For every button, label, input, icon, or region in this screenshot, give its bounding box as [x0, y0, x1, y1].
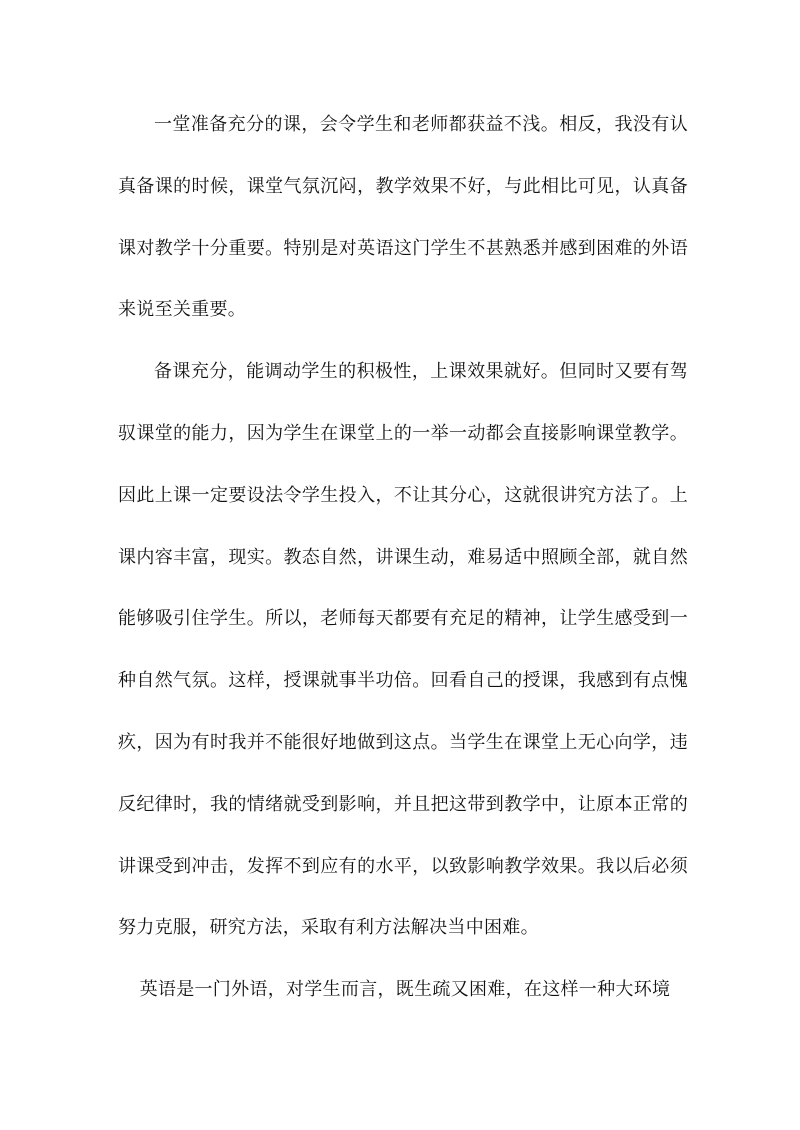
paragraph-2: 备课充分，能调动学生的积极性，上课效果就好。但同时又要有驾驭课堂的能力，因为学生在课堂上的一举一动都会直接影响课堂教学。因此上课一定要设法令学生投入，不让其分心，这就很讲究方法了。上课内容丰富，现实。教态自然，讲课生动，难易适中照顾全部，就自然能够吸引住学生。所以，老师每天都要有充足的精神，让学生感受到一种自然气氛。这样，授课就事半功倍。回看自己的授课，我感到有点愧疚，因为有时我并不能很好地做到这点。当学生在课堂上无心向学，违反纪律时，我的情绪就受到影响，并且把这带到教学中，让原本正常的讲课受到冲击，发挥不到应有的水平，以致影响教学效果。我以后必须努力克服，研究方法，采取有利方法解决当中困难。: [118, 361, 688, 939]
paragraph-3: 英语是一门外语，对学生而言，既生疏又困难，在这样一种大环境: [139, 979, 671, 1001]
paragraph-1: 一堂准备充分的课，会令学生和老师都获益不浅。相反，我没有认真备课的时候，课堂气氛沉闷，教学效果不好，与此相比可见，认真备课对教学十分重要。特别是对英语这门学生不甚熟悉并感到困难的外语来说至关重要。: [118, 114, 688, 321]
document-body: [118, 94, 688, 1021]
